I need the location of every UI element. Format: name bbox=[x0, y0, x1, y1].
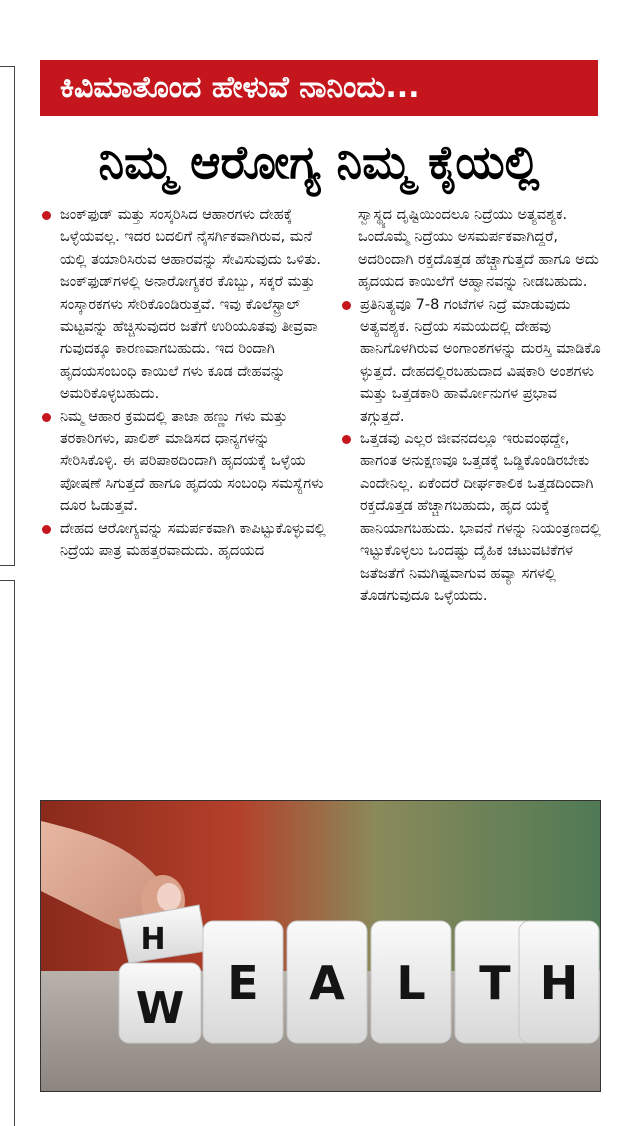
cube-letter: H bbox=[140, 922, 166, 957]
column-rule bbox=[14, 580, 15, 1126]
bullet-paragraph bbox=[40, 518, 328, 563]
paragraph-text: ಒತ್ತಡವು ಎಲ್ಲರ ಜೀವನದಲ್ಲೂ ಇರುವಂಥದ್ದೇ, ಹಾಗಂತ ಅನುಕ್ಷಣವೂ ಒತ್ತಡಕ್ಕೆ ಒಡ್ಡಿಕೊಂಡಿರಬೇಕು ಎಂದೇನಿಲ್ಲ. ಏಕೆಂದರೆ ದೀರ್ಘಕಾಲಿಕ ಒತ್ತಡದಿಂದಾಗಿ ರಕ್ತದೊತ್ತಡ ಹೆಚ್ಚಾಗಬಹುದು, ಹೃದ ಯಕ್ಕೆ ಹಾನಿಯಾಗಬಹುದು. ಭಾವನೆ ಗಳನ್ನು ನಿಯಂತ್ರಣದಲ್ಲಿ ಇಟ್ಟುಕೊಳ್ಳಲು ಒಂದಷ್ಟು ದೈಹಿಕ ಚಟುವಟಿಕೆಗಳ ಜತೆಜತೆಗೆ ನಿಮಗಿಷ್ಟವಾಗುವ ಹವ್ಯಾ ಸಗಳಲ್ಲಿ ತೊಡಗುವುದೂ ಒಳ್ಳೆಯದು. bbox=[360, 431, 601, 604]
column-rule bbox=[14, 66, 15, 566]
article-column-left bbox=[40, 204, 328, 563]
bullet-paragraph bbox=[40, 204, 328, 406]
column-rule-tick bbox=[0, 565, 14, 566]
bullet-icon bbox=[42, 525, 51, 534]
cube-letter: E bbox=[227, 956, 259, 1010]
column-rule-tick bbox=[0, 580, 14, 581]
column-rule-tick bbox=[0, 66, 14, 67]
paragraph-text: ನಿಮ್ಮ ಆಹಾರ ಕ್ರಮದಲ್ಲಿ ತಾಜಾ ಹಣ್ಣು ಗಳು ಮತ್ತು ತರಕಾರಿಗಳು, ಪಾಲಿಶ್ ಮಾಡಿಸದ ಧಾನ್ಯಗಳನ್ನು ಸೇರಿಸಿಕೊಳ್ಳಿ. ಈ ಪರಿಪಾಠದಿಂದಾಗಿ ಹೃದಯಕ್ಕೆ ಒಳ್ಳೆಯ ಪೋಷಣೆ ಸಿಗುತ್ತದೆ ಹಾಗೂ ಹೃದಯ ಸಂಬಂಧಿ ಸಮಸ್ಯೆಗಳು ದೂರ ಓಡುತ್ತವೆ. bbox=[60, 408, 324, 515]
bullet-icon bbox=[342, 301, 351, 310]
cube-letter: W bbox=[135, 983, 185, 1034]
bullet-icon bbox=[342, 435, 351, 444]
article-column-right bbox=[340, 204, 602, 607]
cube-base bbox=[119, 963, 201, 1043]
bullet-paragraph bbox=[40, 406, 328, 518]
cube-letter: L bbox=[396, 956, 426, 1010]
article-headline: ನಿಮ್ಮ ಆರೋಗ್ಯ ನಿಮ್ಮ ಕೈಯಲ್ಲಿ bbox=[98, 135, 540, 189]
paragraph-text: ಸ್ವಾಸ್ಥ್ಯದ ದೃಷ್ಟಿಯಿಂದಲೂ ನಿದ್ರೆಯು ಅತ್ಯವಶ್ಯಕ. ಒಂದೊಮ್ಮೆ ನಿದ್ರೆಯು ಅಸಮರ್ಪಕವಾಗಿದ್ದರೆ, ಅದರಿಂದಾಗಿ ರಕ್ತದೊತ್ತಡ ಹೆಚ್ಚಾಗುತ್ತದೆ ಹಾಗೂ ಅದು ಹೃದಯದ ಕಾಯಿಲೆಗೆ ಆಹ್ವಾನವನ್ನು ನೀಡಬಹುದು. bbox=[358, 207, 599, 291]
paragraph-text: ದೇಹದ ಆರೋಗ್ಯವನ್ನು ಸಮರ್ಪಕವಾಗಿ ಕಾಪಿಟ್ಟುಕೊಳ್ಳುವಲ್ಲಿ ನಿದ್ರೆಯ ಪಾತ್ರ ಮಹತ್ತರವಾದುದು. ಹೃದಯದ bbox=[60, 520, 326, 560]
bullet-paragraph bbox=[340, 294, 602, 428]
cube-row bbox=[203, 921, 599, 1043]
cube-letter: T bbox=[479, 956, 511, 1010]
section-kicker: ಕಿವಿಮಾತೊಂದ ಹೇಳುವೆ ನಾನಿಂದು... bbox=[40, 60, 598, 116]
bullet-icon bbox=[42, 211, 51, 220]
bullet-paragraph bbox=[340, 428, 602, 607]
continued-paragraph bbox=[340, 204, 602, 294]
wealth-health-photo bbox=[40, 800, 601, 1092]
paragraph-text: ಪ್ರತಿನಿತ್ಯವೂ 7-8 ಗಂಟೆಗಳ ನಿದ್ರೆ ಮಾಡುವುದು ಅತ್ಯವಶ್ಯಕ. ನಿದ್ರೆಯ ಸಮಯದಲ್ಲಿ ದೇಹವು ಹಾನಿಗೊಳಗಿರುವ ಅಂಗಾಂಶಗಳನ್ನು ದುರಸ್ತಿ ಮಾಡಿಕೊ ಳ್ಳುತ್ತದೆ. ದೇಹದಲ್ಲಿರಬಹುದಾದ ವಿಷಕಾರಿ ಅಂಶಗಳು ಮತ್ತು ಒತ್ತಡಕಾರಿ ಹಾರ್ಮೋನುಗಳ ಪ್ರಭಾವ ತಗ್ಗುತ್ತದೆ. bbox=[360, 296, 601, 425]
cube-letter: H bbox=[539, 956, 579, 1010]
bullet-icon bbox=[42, 413, 51, 422]
cube-letter: A bbox=[309, 956, 345, 1010]
paragraph-text: ಜಂಕ್‌ಫುಡ್ ಮತ್ತು ಸಂಸ್ಕರಿಸಿದ ಆಹಾರಗಳು ದೇಹಕ್ಕೆ ಒಳ್ಳೆಯವಲ್ಲ. ಇದರ ಬದಲಿಗೆ ನೈಸರ್ಗಿಕವಾಗಿರುವ, ಮನೆ ಯಲ್ಲಿ ತಯಾರಿಸಿರುವ ಆಹಾರವನ್ನು ಸೇವಿಸುವುದು ಒಳಿತು. ಜಂಕ್‌ಫುಡ್‌ಗಳಲ್ಲಿ ಅನಾರೋಗ್ಯಕರ ಕೊಬ್ಬು, ಸಕ್ಕರೆ ಮತ್ತು ಸಂಸ್ಕಾರಕಗಳು ಸೇರಿಕೊಂಡಿರುತ್ತವೆ. ಇವು ಕೊಲೆಸ್ಟ್ರಾಲ್ ಮಟ್ಟವನ್ನು ಹೆಚ್ಚಿಸುವುದರ ಜತೆಗೆ ಉರಿಯೂತವು ತೀವ್ರವಾ ಗುವುದಕ್ಕೂ ಕಾರಣವಾಗಬಹುದು. ಇದ ರಿಂದಾಗಿ ಹೃದಯಸಂಬಂಧಿ ಕಾಯಿಲೆ ಗಳು ಕೂಡ ದೇಹವನ್ನು ಅಮರಿಕೊಳ್ಳಬಹುದು. bbox=[60, 207, 322, 403]
